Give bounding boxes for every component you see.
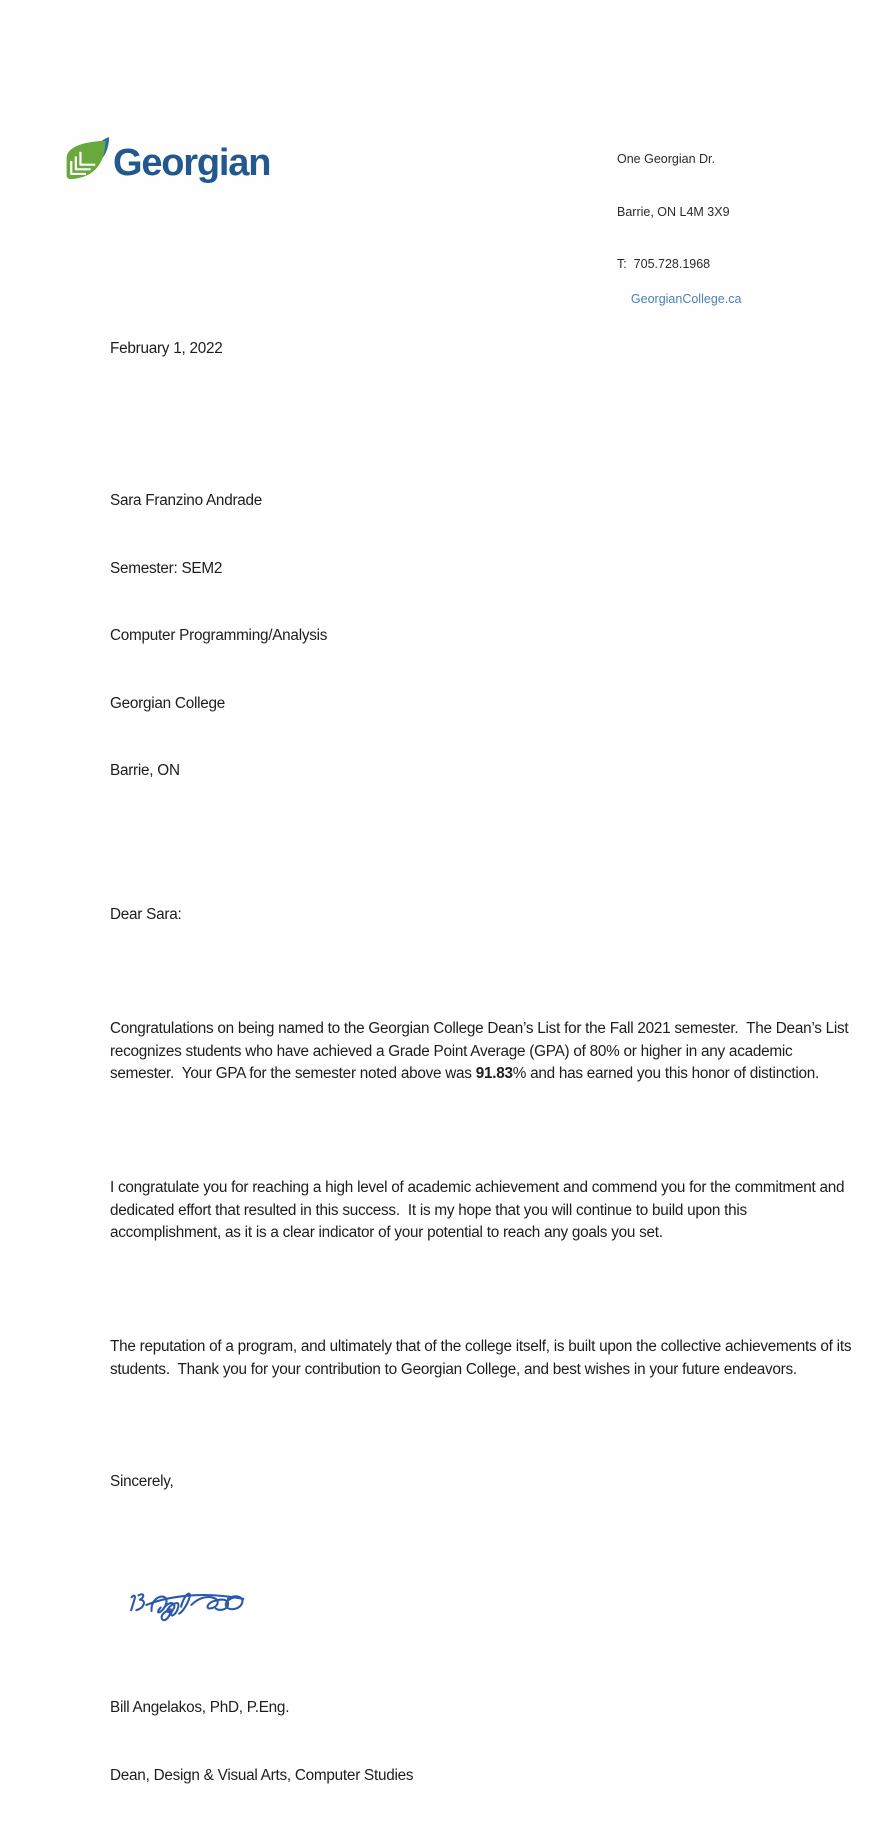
georgian-leaf-icon — [62, 136, 110, 186]
handwritten-signature-icon — [110, 1572, 278, 1624]
logo-wordmark: Georgian — [113, 142, 271, 184]
letter-date: February 1, 2022 — [110, 340, 223, 357]
signer-name: Bill Angelakos, PhD, P.Eng. — [110, 1699, 290, 1716]
phone-line: T: 705.728.1968 — [617, 257, 711, 271]
paragraph-1-text-before-gpa: Congratulations on being named to the Georgian College Dean’s List for the Fall 2021 semester. The Dean’s List recognizes students who have achieved a Grade Point Average (GPA) of 80% or higher in any academic semester. Your GPA for the semester noted above was — [110, 1020, 853, 1082]
georgian-logo — [62, 136, 270, 186]
paragraph-3: The reputation of a program, and ultimately that of the college itself, is built upon the collective achievements of its students. Thank you for your contribution to Georgian College, and best wishes in your future endeavors. — [110, 1338, 856, 1378]
recipient-college: Georgian College — [110, 694, 226, 712]
address-line-2: Barrie, ON L4M 3X9 — [617, 204, 730, 219]
recipient-name: Sara Franzino Andrade — [110, 492, 263, 509]
signer-title: Dean, Design & Visual Arts, Computer Studies — [110, 1766, 414, 1784]
recipient-city: Barrie, ON — [110, 762, 180, 779]
salutation: Dear Sara: — [110, 906, 182, 923]
letter-body — [110, 293, 856, 1832]
closing: Sincerely, — [110, 1472, 174, 1490]
address-line-1: One Georgian Dr. — [617, 152, 715, 166]
gpa-value: 91.83 — [475, 1065, 513, 1082]
paragraph-1 — [110, 1018, 852, 1086]
recipient-semester: Semester: SEM2 — [110, 559, 223, 577]
website-link[interactable]: GeorgianCollege.ca — [630, 292, 742, 306]
paragraph-2: I congratulate you for reaching a high level of academic achievement and commend you for the commitment and dedicated effort that resulted in this success. It is my hope that you will continue to build upon this accomplishment, as it is a clear indicator of your potential to reach any goals you set. — [110, 1179, 849, 1241]
paragraph-1-text-after-gpa: % and has earned you this honor of distinction. — [512, 1065, 820, 1082]
recipient-block — [110, 445, 852, 828]
recipient-program: Computer Programming/Analysis — [110, 627, 328, 644]
